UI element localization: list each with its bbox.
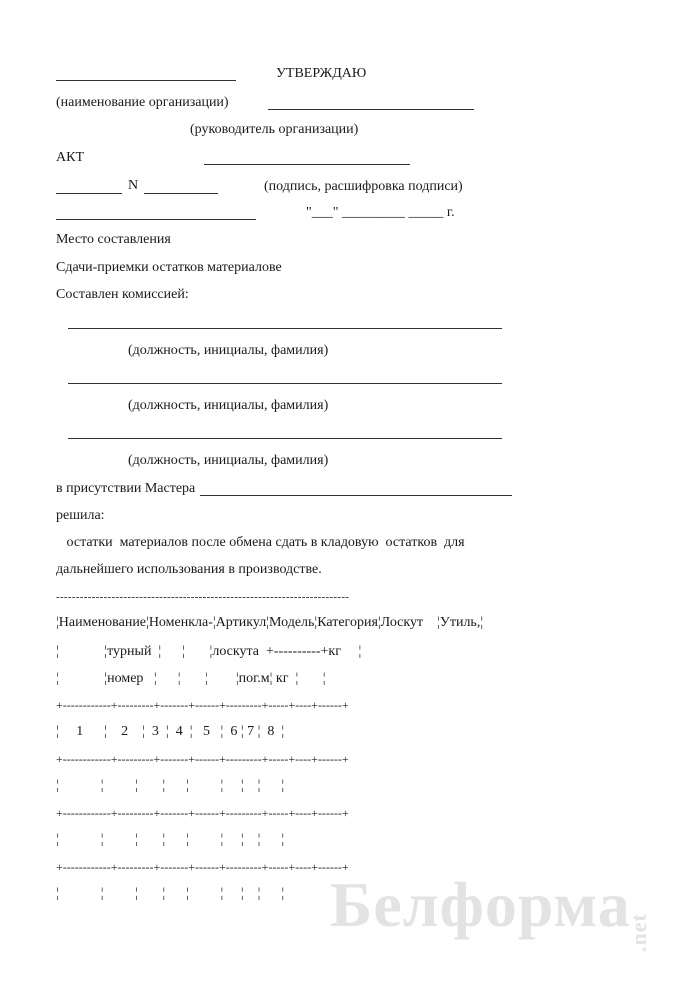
organization-caption: (наименование организации) xyxy=(56,95,229,110)
member-caption-1: (должность, инициалы, фамилия) xyxy=(128,343,329,358)
member-caption-3: (должность, инициалы, фамилия) xyxy=(128,453,329,468)
watermark-suffix: .net xyxy=(626,913,651,952)
presence-label: в присутствии Мастера xyxy=(56,481,196,496)
table-separator: +------------+---------+-------+------+---------+-----+----+------+ xyxy=(56,698,349,712)
approval-date: "___" _________ _____ г. xyxy=(306,205,455,220)
head-signature-line xyxy=(268,109,474,110)
head-caption: (руководитель организации) xyxy=(190,122,359,137)
table-header-row-3: ¦ ¦номер ¦ ¦ ¦ ¦пог.м¦ кг ¦ ¦ xyxy=(56,671,326,686)
commission-member-line-3 xyxy=(68,438,502,439)
organization-name-line xyxy=(56,80,236,81)
commission-member-line-1 xyxy=(68,328,502,329)
watermark-brand: Белформа xyxy=(330,869,631,940)
signature-caption: (подпись, расшифровка подписи) xyxy=(264,179,463,194)
commission-label: Составлен комиссией: xyxy=(56,287,189,302)
table-separator: +------------+---------+-------+------+---------+-----+----+------+ xyxy=(56,860,349,874)
decided-label: решила: xyxy=(56,508,105,523)
approve-heading: УТВЕРЖДАЮ xyxy=(276,66,367,81)
table-header-row-1: ¦Наименование¦Номенкла-¦Артикул¦Модель¦Категория¦Лоскут ¦Утиль,¦ xyxy=(56,615,484,630)
act-purpose: Сдачи-приемки остатков материалове xyxy=(56,260,282,275)
table-separator: +------------+---------+-------+------+---------+-----+----+------+ xyxy=(56,752,349,766)
decision-text-2: дальнейшего использования в производстве. xyxy=(56,562,322,577)
table-row: ¦ ¦ ¦ ¦ ¦ ¦ ¦ ¦ ¦ xyxy=(56,778,285,793)
table-row: ¦ ¦ ¦ ¦ ¦ ¦ ¦ ¦ ¦ xyxy=(56,832,285,847)
table-separator: +------------+---------+-------+------+---------+-----+----+------+ xyxy=(56,806,349,820)
table-top-rule: -------------------------------------------------------------------------- xyxy=(56,591,350,603)
act-title: АКТ xyxy=(56,150,84,165)
place-line xyxy=(56,219,256,220)
table-row: ¦ ¦ ¦ ¦ ¦ ¦ ¦ ¦ ¦ xyxy=(56,886,285,901)
member-caption-2: (должность, инициалы, фамилия) xyxy=(128,398,329,413)
table-header-row-2: ¦ ¦турный ¦ ¦ ¦лоскута +----------+кг ¦ xyxy=(56,644,362,659)
head-name-line xyxy=(204,164,410,165)
decision-text-1: остатки материалов после обмена сдать в кладовую остатков для xyxy=(56,535,465,550)
master-name-line xyxy=(200,495,512,496)
watermark-logo xyxy=(330,868,651,952)
commission-member-line-2 xyxy=(68,383,502,384)
table-column-numbers: ¦ 1 ¦ 2 ¦ 3 ¦ 4 ¦ 5 ¦ 6 ¦ 7 ¦ 8 ¦ xyxy=(56,724,285,739)
act-number-line xyxy=(144,193,218,194)
place-label: Место составления xyxy=(56,232,171,247)
act-number-label: N xyxy=(128,178,139,193)
act-date-line xyxy=(56,193,122,194)
